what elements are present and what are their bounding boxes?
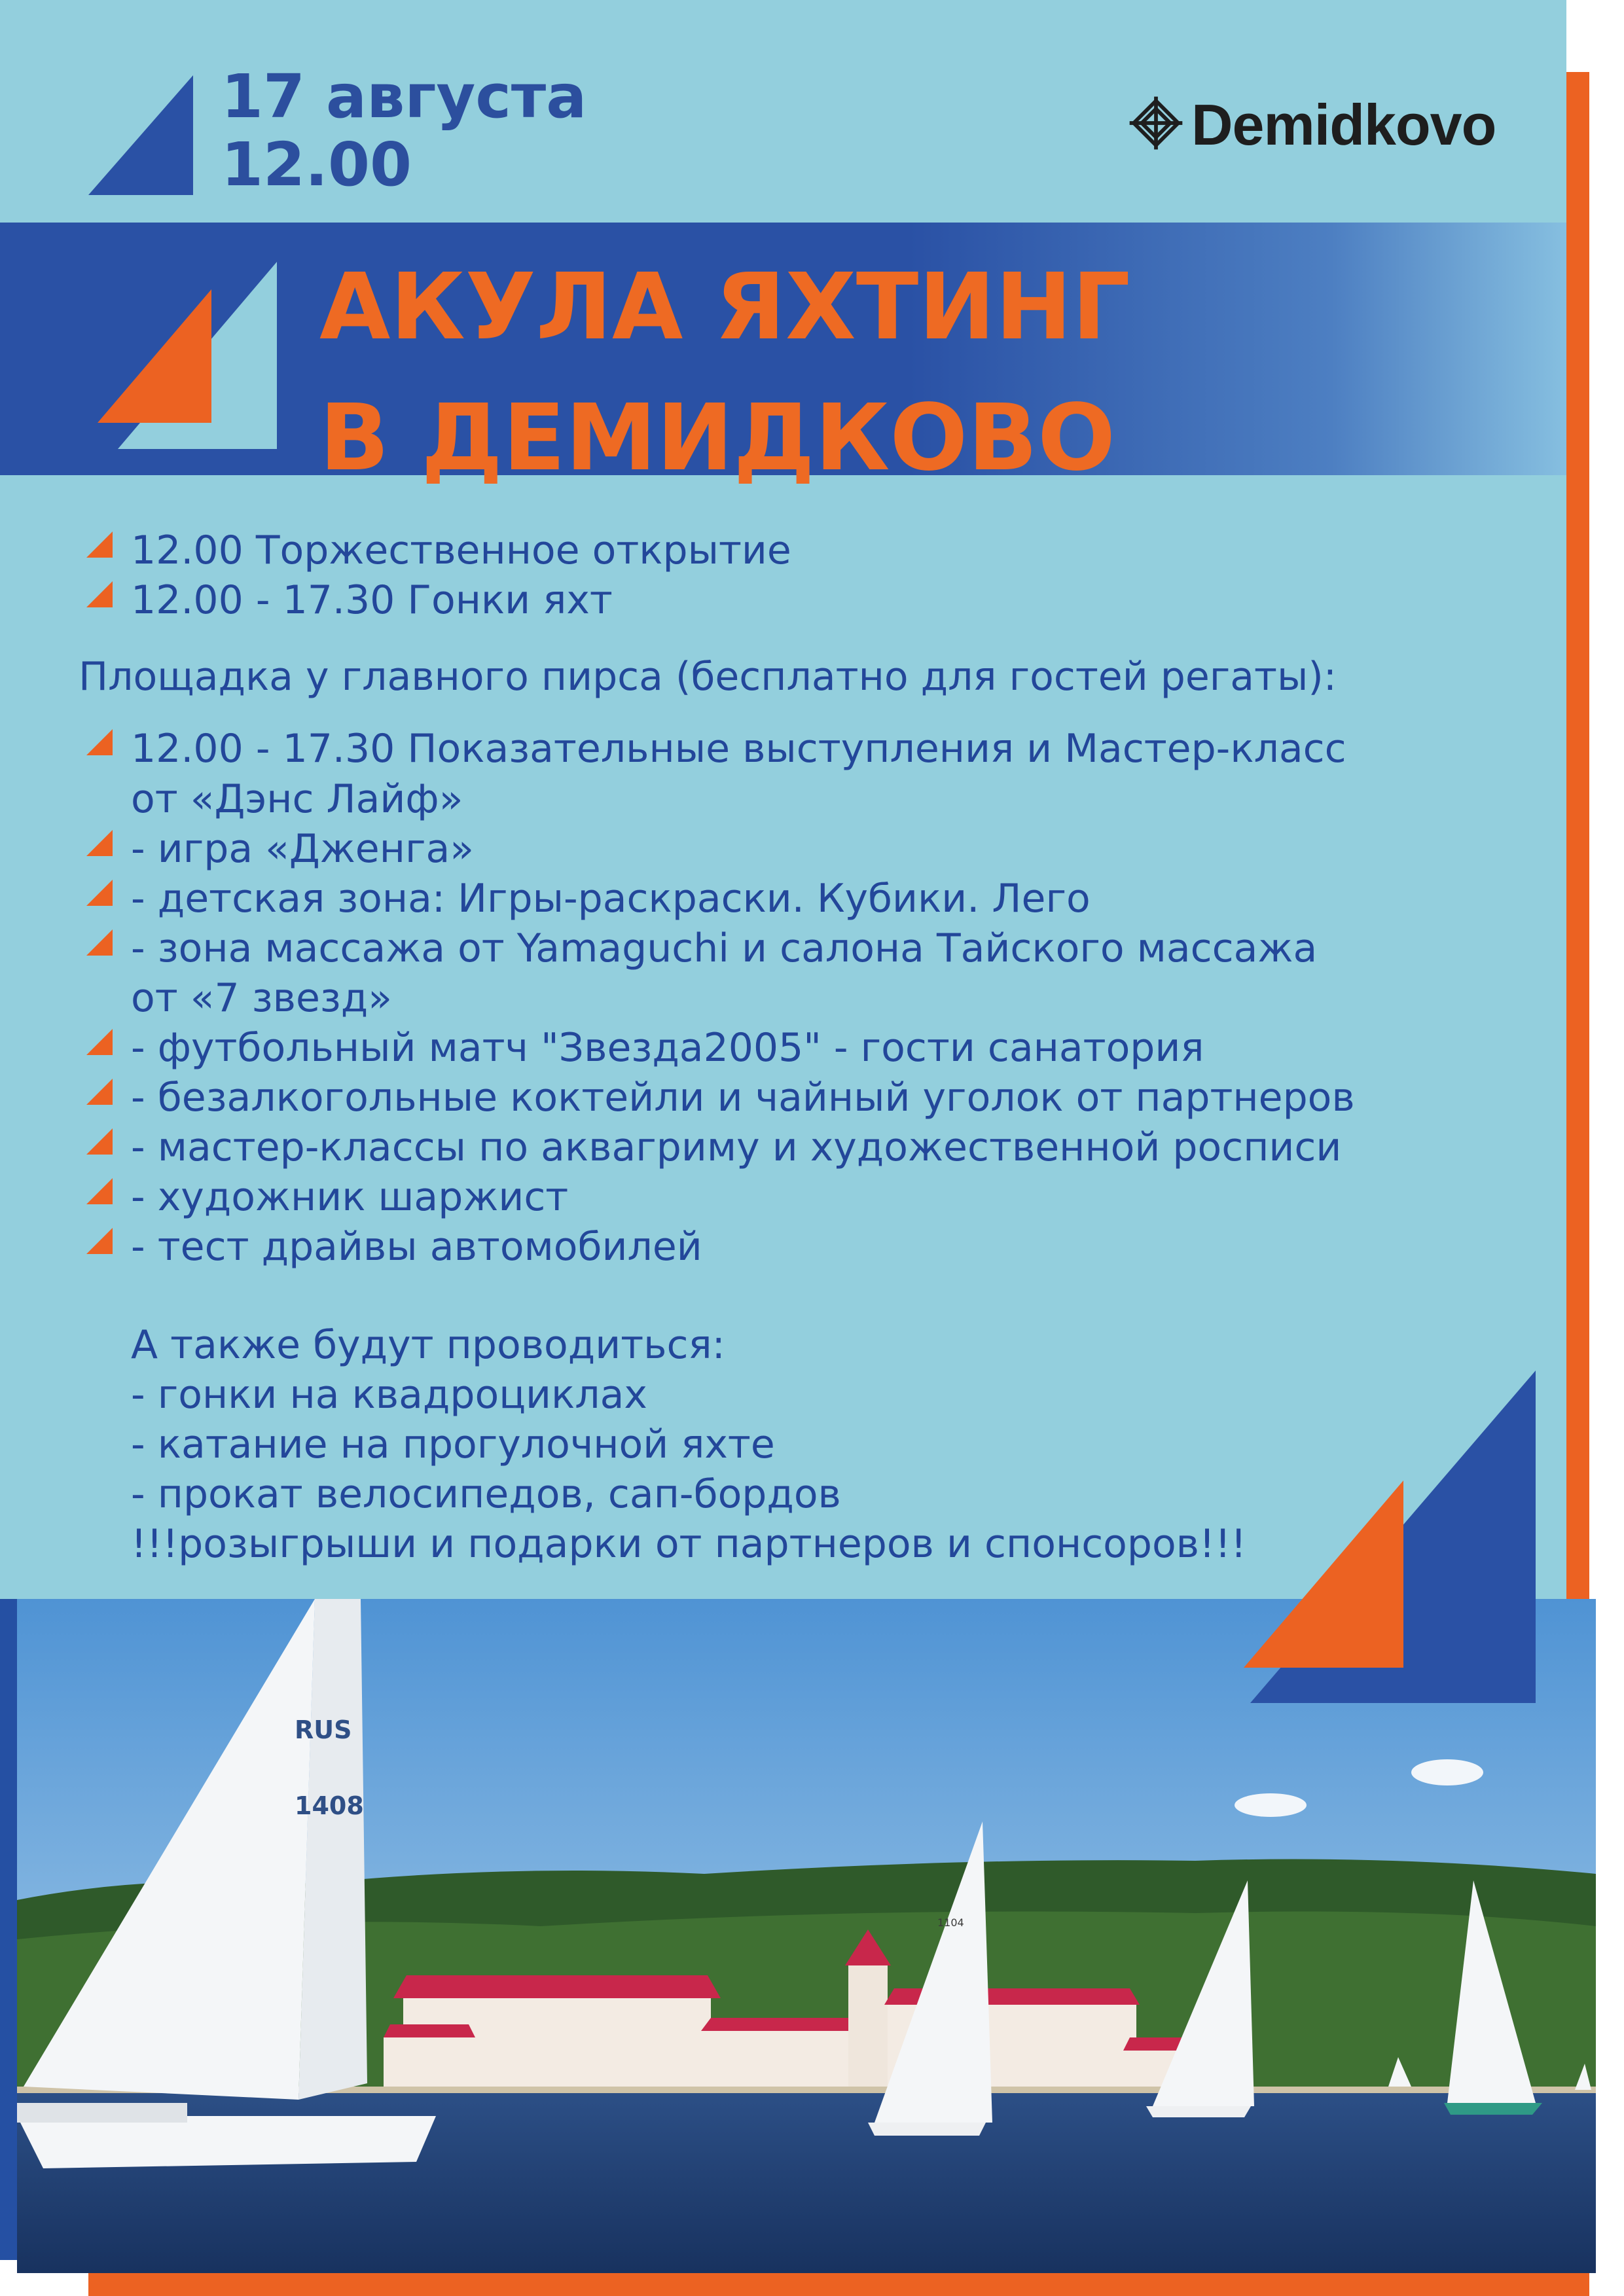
activity-item: - детская зона: Игры-раскраски. Кубики. Лего — [131, 876, 1091, 922]
header-sail-icon — [85, 72, 196, 196]
bullet-marker-icon — [85, 580, 114, 609]
demidkovo-logo-icon — [1125, 92, 1187, 154]
also-item: - катание на прогулочной яхте — [131, 1422, 775, 1467]
bullet-marker-icon — [85, 1028, 114, 1056]
banner-sails-icon — [95, 260, 281, 452]
date-day: 17 августа — [221, 62, 587, 132]
activity-item: - безалкогольные коктейли и чайный уголок от партнеров — [131, 1075, 1355, 1121]
title-line-2: В ДЕМИДКОВО — [319, 385, 1116, 492]
schedule-item: 12.00 Торжественное открытие — [131, 528, 791, 573]
blue-frame-left — [0, 1599, 17, 2260]
activity-item: - мастер-классы по аквагриму и художественной росписи — [131, 1124, 1342, 1170]
venue-heading: Площадка у главного пирса (бесплатно для гостей регаты): — [79, 654, 1337, 700]
corner-sails-icon — [1237, 1368, 1538, 1708]
activity-item: - игра «Дженга» — [131, 826, 474, 872]
sail-number-label: RUS 1408 — [295, 1715, 364, 1820]
bullet-marker-icon — [85, 1127, 114, 1156]
bullet-marker-icon — [85, 1177, 114, 1206]
also-item: - гонки на квадроциклах — [131, 1372, 647, 1418]
bullet-marker-icon — [85, 829, 114, 857]
also-item: - прокат велосипедов, сап-бордов — [131, 1471, 841, 1517]
schedule-item: 12.00 - 17.30 Гонки яхт — [131, 577, 613, 623]
bullet-marker-icon — [85, 1227, 114, 1255]
activity-item-continued: от «Дэнс Лайф» — [131, 776, 463, 822]
sail-number-label: 1104 — [937, 1916, 964, 1929]
bullet-marker-icon — [85, 878, 114, 907]
logo-wordmark: Demidkovo — [1191, 92, 1496, 157]
activity-item-continued: от «7 звезд» — [131, 975, 392, 1021]
event-title — [319, 242, 1130, 504]
bullet-marker-icon — [85, 928, 114, 957]
orange-frame-bottom — [88, 2273, 1589, 2296]
activity-item: - футбольный матч "Звезда2005" - гости санатория — [131, 1025, 1204, 1071]
bullet-marker-icon — [85, 728, 114, 757]
bullet-marker-icon — [85, 530, 114, 559]
activity-item: 12.00 - 17.30 Показательные выступления и Мастер-класс — [131, 726, 1346, 772]
also-item: !!!розыгрыши и подарки от партнеров и спонсоров!!! — [131, 1521, 1247, 1567]
activity-item: - художник шаржист — [131, 1174, 569, 1220]
also-heading: А также будут проводиться: — [131, 1322, 725, 1368]
event-date — [221, 63, 586, 199]
activity-item: - тест драйвы автомобилей — [131, 1224, 702, 1270]
activity-item: - зона массажа от Yamaguchi и салона Тайского массажа — [131, 925, 1318, 971]
title-line-1: АКУЛА ЯХТИНГ — [319, 254, 1130, 361]
bullet-marker-icon — [85, 1077, 114, 1106]
date-time: 12.00 — [221, 130, 412, 200]
